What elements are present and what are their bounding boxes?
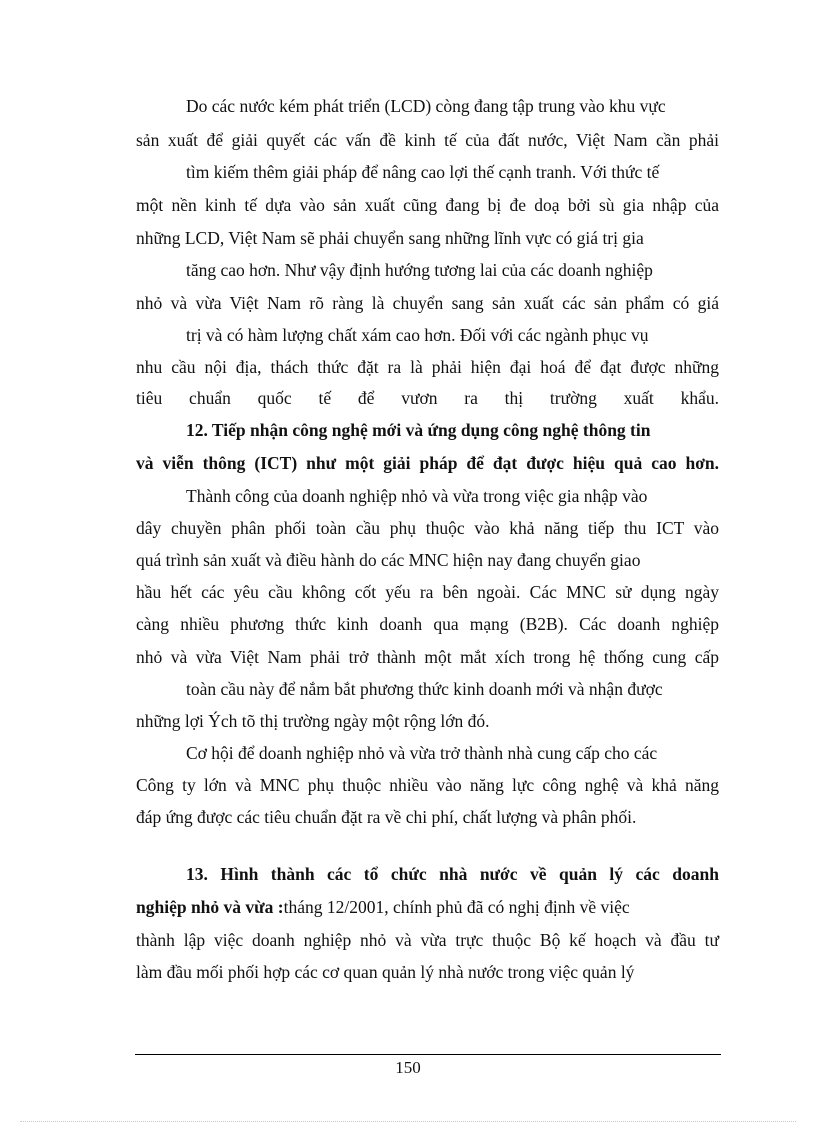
text-run: tháng 12/2001, chính phủ đã có nghị định về việc xyxy=(283,897,630,917)
text-line: hầu hết các yêu cầu không cốt yếu ra bên ngoài. Các MNC sử dụng ngày xyxy=(136,582,719,602)
text-line: những lợi Ých tõ thị trường ngày một rộng lớn đó. xyxy=(136,711,490,731)
text-line: đáp ứng được các tiêu chuẩn đặt ra về chi phí, chất lượng và phân phối. xyxy=(136,807,637,827)
text-line: nhu cầu nội địa, thách thức đặt ra là phải hiện đại hoá để đạt được những xyxy=(136,357,719,377)
section-heading-12-cont: và viễn thông (ICT) như một giải pháp để đạt được hiệu quả cao hơn. xyxy=(136,453,719,473)
page-number: 150 xyxy=(395,1058,421,1077)
text-line: tiêu chuẩn quốc tế để vươn ra thị trường xuất khẩu. xyxy=(136,388,719,408)
text-line: làm đầu mối phối hợp các cơ quan quản lý nhà nước trong việc quản lý xyxy=(136,962,635,982)
text-line: Cơ hội để doanh nghiệp nhỏ và vừa trở thành nhà cung cấp cho các xyxy=(186,743,658,763)
text-line: nhỏ và vừa Việt Nam rõ ràng là chuyển sang sản xuất các sản phẩm có giá xyxy=(136,293,719,313)
text-line: Do các nước kém phát triển (LCD) còng đang tập trung vào khu vực xyxy=(186,96,666,116)
section-heading-13: 13. Hình thành các tổ chức nhà nước về quản lý các doanh xyxy=(186,864,719,884)
section-heading-13-cont: nghiệp nhỏ và vừa : xyxy=(136,897,284,917)
text-line: thành lập việc doanh nghiệp nhỏ và vừa trực thuộc Bộ kế hoạch và đầu tư xyxy=(136,930,719,950)
text-line: nhỏ và vừa Việt Nam phải trở thành một mắt xích trong hệ thống cung cấp xyxy=(136,647,719,667)
text-line: càng nhiều phương thức kinh doanh qua mạng (B2B). Các doanh nghiệp xyxy=(136,614,719,634)
text-line: toàn cầu này để nắm bắt phương thức kinh doanh mới và nhận được xyxy=(186,679,663,699)
text-line: Thành công của doanh nghiệp nhỏ và vừa trong việc gia nhập vào xyxy=(186,486,648,506)
text-line: dây chuyền phân phối toàn cầu phụ thuộc vào khả năng tiếp thu ICT vào xyxy=(136,518,719,538)
text-line: tăng cao hơn. Như vậy định hướng tương lai của các doanh nghiệp xyxy=(186,260,653,280)
section-heading-12: 12. Tiếp nhận công nghệ mới và ứng dụng công nghệ thông tin xyxy=(186,420,651,440)
text-line: trị và có hàm lượng chất xám cao hơn. Đối với các ngành phục vụ xyxy=(186,325,649,345)
page-bottom-border xyxy=(20,1121,796,1122)
text-line xyxy=(136,895,630,919)
text-line: những LCD, Việt Nam sẽ phải chuyển sang những lĩnh vực có giá trị gia xyxy=(136,228,644,248)
text-line: tìm kiếm thêm giải pháp để nâng cao lợi thế cạnh tranh. Với thức tế xyxy=(186,162,660,182)
text-line: Công ty lớn và MNC phụ thuộc nhiều vào năng lực công nghệ và khả năng xyxy=(136,775,719,795)
footer-rule xyxy=(135,1054,721,1055)
text-line: quá trình sản xuất và điều hành do các MNC hiện nay đang chuyển giao xyxy=(136,550,641,570)
text-line: một nền kinh tế dựa vào sản xuất cũng đang bị đe doạ bởi sù gia nhập của xyxy=(136,195,719,215)
text-line: sản xuất để giải quyết các vấn đề kinh tế của đất nước, Việt Nam cần phải xyxy=(136,130,719,150)
